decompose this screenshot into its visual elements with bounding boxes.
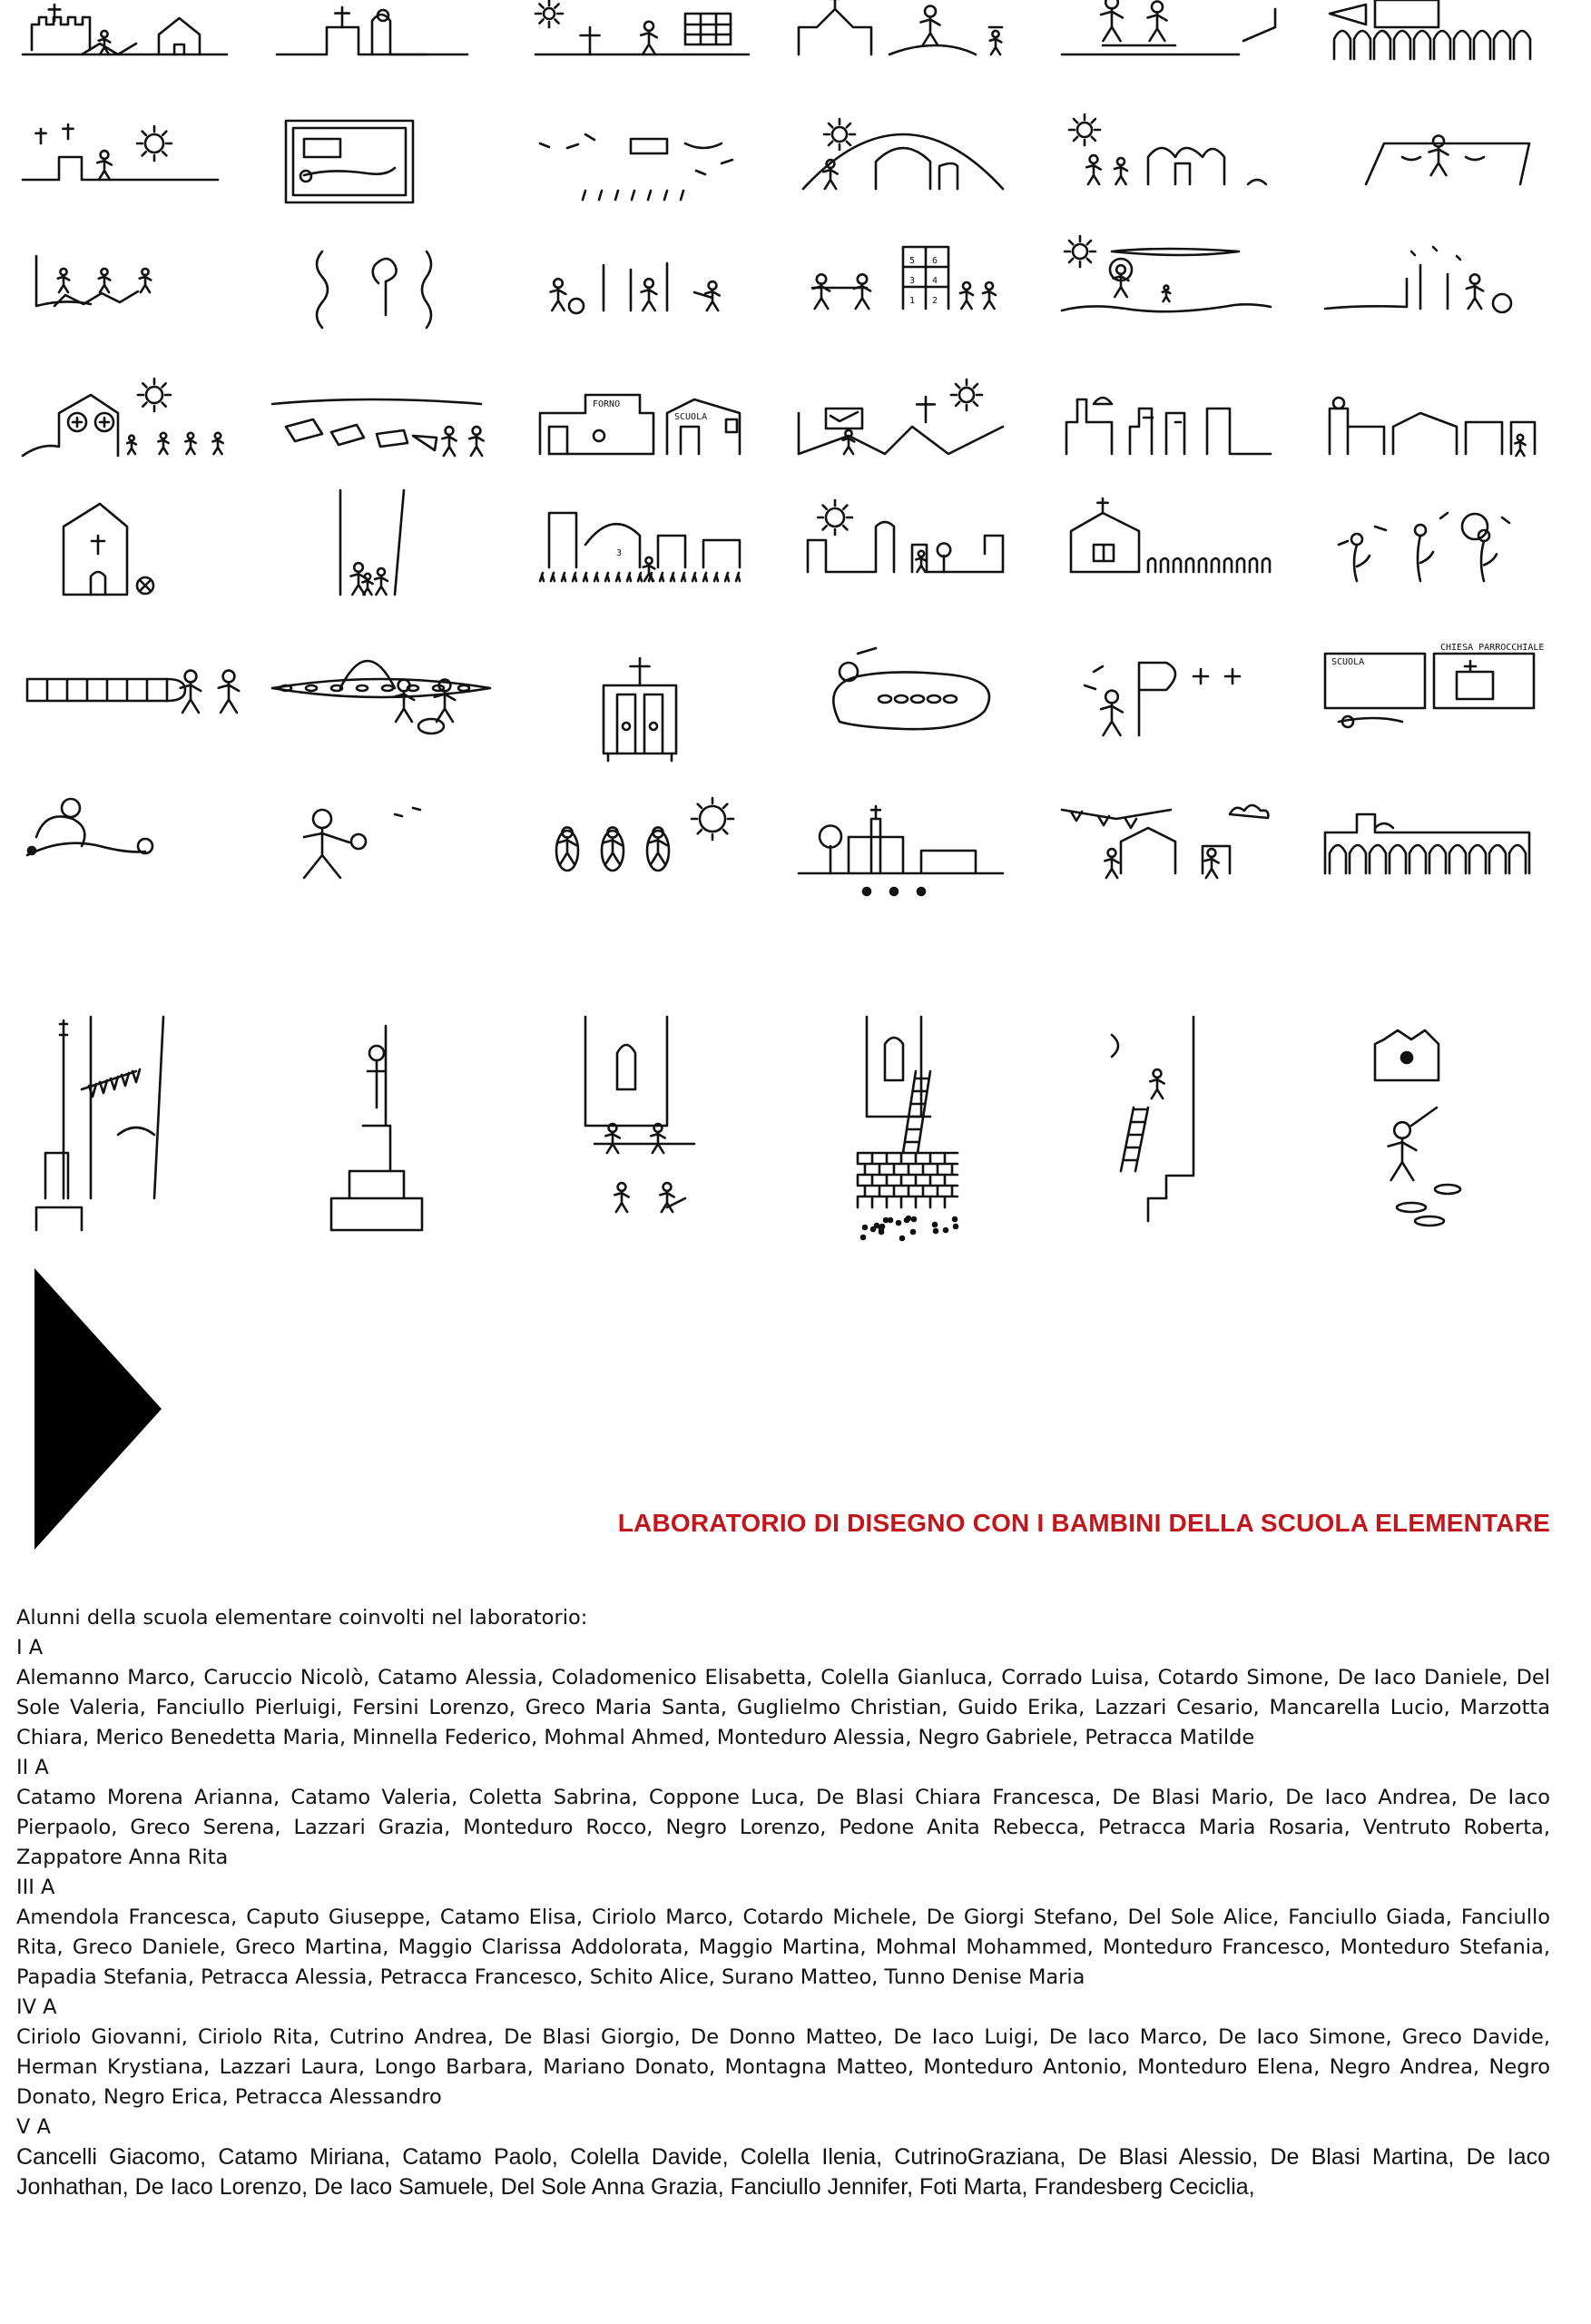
child-drawing-15 (531, 229, 767, 338)
child-drawing-25 (18, 490, 254, 599)
child-drawing-34 (794, 635, 1030, 744)
class-names-2a: Catamo Morena Arianna, Catamo Valeria, Coletta Sabrina, Coppone Luca, De Blasi Chiara Francesca, De Blasi Mario, De Iaco Andrea, De Iaco Pierpaolo, Greco Serena, Lazzari Grazia, Monteduro Rocco, Negro Lorenzo, Pedone Anita Rebecca, Petracca Maria Rosaria, Ventruto Roberta, Zappatore Anna Rita (16, 1786, 1550, 1869)
child-drawing-23 (1057, 372, 1293, 481)
child-drawing-3 (531, 0, 767, 86)
child-drawing-5 (1057, 0, 1293, 86)
child-drawing-37 (18, 792, 254, 901)
child-drawing-8 (268, 107, 504, 216)
class-label-1a: I A (16, 1636, 44, 1659)
child-drawing-7 (18, 107, 254, 216)
svg-text:3: 3 (616, 548, 623, 558)
page-title: LABORATORIO DI DISEGNO CON I BAMBINI DELLA SCUOLA ELEMENTARE (617, 1509, 1550, 1537)
svg-text:2: 2 (932, 296, 938, 306)
child-drawing-40 (794, 792, 1030, 901)
child-drawing-42 (1321, 792, 1557, 901)
class-names-4a: Ciriolo Giovanni, Ciriolo Rita, Cutrino Andrea, De Blasi Giorgio, De Donno Matteo, De Iaco Luigi, De Iaco Marco, De Iaco Simone, Greco Davide, Herman Krystiana, Lazzari Laura, Longo Barbara, Mariano Donato, Montagna Matteo, Monteduro Antonio, Monteduro Elena, Negro Andrea, Negro Donato, Negro Erica, Petracca Alessandro (16, 2025, 1550, 2109)
svg-text:3: 3 (909, 276, 916, 286)
child-drawing-32 (268, 635, 504, 744)
child-drawing-27 (531, 490, 767, 599)
class-names-3a: Amendola Francesca, Caputo Giuseppe, Catamo Elisa, Ciriolo Marco, Cotardo Michele, De Giorgi Stefano, Del Sole Alice, Fanciullo Giada, Fanciullo Rita, Greco Daniele, Greco Martina, Maggio Clarissa Addolorata, Maggio Martina, Mohmal Mohammed, Monteduro Francesco, Monteduro Stefania, Papadia Stefania, Petracca Alessia, Petracca Francesco, Schito Alice, Surano Matteo, Tunno Denise Maria (16, 1905, 1550, 1989)
child-drawing-11 (1057, 107, 1293, 216)
class-label-2a: II A (16, 1756, 49, 1779)
svg-text:5: 5 (909, 256, 916, 266)
child-drawing-9 (531, 107, 767, 216)
child-drawing-10 (794, 107, 1030, 216)
child-drawing-47 (1057, 1017, 1293, 1244)
class-label-3a: III A (16, 1876, 55, 1899)
child-drawing-20 (268, 372, 504, 481)
triangle-marker (34, 1268, 162, 1550)
svg-text:CHIESA PARROCCHIALE: CHIESA PARROCCHIALE (1440, 643, 1545, 653)
child-drawing-33 (531, 635, 767, 744)
credits-intro: Alunni della scuola elementare coinvolti nel laboratorio: (16, 1606, 588, 1630)
class-names-1a: Alemanno Marco, Caruccio Nicolò, Catamo Alessia, Coladomenico Elisabetta, Colella Gianluca, Corrado Luisa, Cotardo Simone, De Iaco Daniele, Del Sole Valeria, Fanciullo Pierluigi, Fersini Lorenzo, Greco Maria Santa, Guglielmo Christian, Guido Erika, Lazzari Cesario, Mancarella Lucio, Marzotta Chiara, Merico Benedetta Maria, Minnella Federico, Mohmal Ahmed, Monteduro Alessia, Negro Gabriele, Petracca Matilde (16, 1666, 1550, 1749)
svg-text:1: 1 (909, 296, 916, 306)
child-drawing-29 (1057, 490, 1293, 599)
class-names-5a: Cancelli Giacomo, Catamo Miriana, Catamo Paolo, Colella Davide, Colella Ilenia, CutrinoGraziana, De Blasi Alessio, De Blasi Martina, De Iaco Jonhathan, De Iaco Lorenzo, De Iaco Samuele, Del Sole Anna Grazia, Fanciullo Jennifer, Foti Marta, Frandesberg Ceciclia, (16, 2144, 1550, 2200)
svg-text:SCUOLA: SCUOLA (674, 412, 708, 422)
child-drawing-18 (1321, 229, 1557, 338)
child-drawing-22 (794, 372, 1030, 481)
child-drawing-43 (18, 1017, 254, 1244)
child-drawing-35 (1057, 635, 1293, 744)
child-drawing-41 (1057, 792, 1293, 901)
child-drawing-19 (18, 372, 254, 481)
svg-text:FORNO: FORNO (593, 399, 621, 409)
child-drawing-44 (268, 1017, 504, 1244)
child-drawing-21 (531, 372, 767, 481)
svg-text:4: 4 (932, 276, 938, 286)
child-drawing-48 (1321, 1017, 1557, 1244)
svg-text:6: 6 (932, 256, 938, 266)
child-drawing-28 (794, 490, 1030, 599)
child-drawing-1 (18, 0, 254, 86)
child-drawing-16 (794, 229, 1030, 338)
child-drawing-46 (794, 1017, 1030, 1244)
child-drawing-45 (531, 1017, 767, 1244)
credits-section (16, 1603, 1550, 2202)
child-drawing-24 (1321, 372, 1557, 481)
svg-text:SCUOLA: SCUOLA (1331, 657, 1365, 667)
class-label-4a: IV A (16, 1995, 57, 2019)
child-drawing-39 (531, 792, 767, 901)
child-drawing-4 (794, 0, 1030, 86)
child-drawing-2 (268, 0, 504, 86)
child-drawing-31 (18, 635, 254, 744)
child-drawing-6 (1321, 0, 1557, 86)
child-drawing-26 (268, 490, 504, 599)
child-drawing-13 (18, 229, 254, 338)
child-drawing-12 (1321, 107, 1557, 216)
child-drawing-14 (268, 229, 504, 338)
child-drawing-17 (1057, 229, 1293, 338)
class-label-5a: V A (16, 2115, 51, 2139)
child-drawing-36 (1321, 635, 1557, 744)
child-drawing-38 (268, 792, 504, 901)
child-drawing-30 (1321, 490, 1557, 599)
